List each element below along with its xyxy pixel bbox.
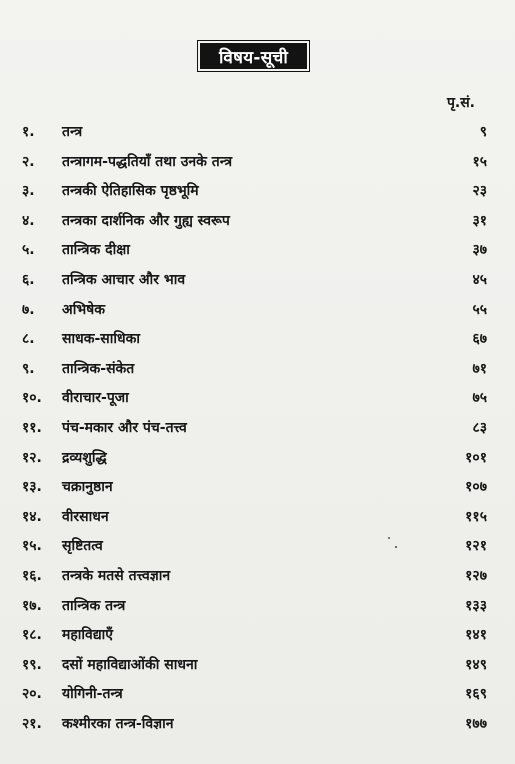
print-speck bbox=[388, 537, 390, 539]
toc-entry-title: कश्मीरका तन्त्र-विज्ञान bbox=[62, 715, 174, 732]
toc-entry-number: १५. bbox=[22, 538, 42, 555]
toc-entry-number: ११. bbox=[22, 419, 42, 436]
toc-entry-title: वीरसाधन bbox=[62, 508, 109, 525]
toc-entry bbox=[0, 268, 515, 298]
toc-entry-title: तान्त्रिक दीक्षा bbox=[62, 242, 130, 259]
toc-entry-title: दसों महाविद्याओंकी साधना bbox=[62, 656, 198, 673]
toc-entry-number: १२. bbox=[22, 449, 42, 466]
toc-entry bbox=[0, 150, 515, 180]
toc-entry-page: १०१ bbox=[465, 449, 487, 466]
page-number-column-header: पृ.सं. bbox=[446, 95, 475, 111]
toc-entry-title: तन्त्रिक आचार और भाव bbox=[62, 271, 186, 288]
toc-entry bbox=[0, 179, 515, 209]
toc-entry bbox=[0, 653, 515, 683]
toc-entry-page: ३७ bbox=[472, 242, 487, 259]
toc-entry-page: १२७ bbox=[465, 567, 487, 584]
print-speck bbox=[395, 546, 397, 548]
toc-entry-number: १. bbox=[22, 124, 35, 140]
toc-entry-number: २१. bbox=[22, 715, 42, 732]
toc-entry-page: १७७ bbox=[465, 715, 487, 732]
toc-entry-title: चक्रानुष्ठान bbox=[62, 479, 113, 496]
toc-entry-page: ११५ bbox=[465, 508, 487, 525]
toc-entry-number: १६. bbox=[22, 567, 42, 584]
toc-entry-number: १४. bbox=[22, 508, 42, 525]
toc-entry-title: तन्त्रागम-पद्धतियाँ तथा उनके तन्त्र bbox=[62, 153, 233, 170]
toc-entry-number: २. bbox=[22, 153, 35, 170]
toc-entry-page: १३३ bbox=[465, 597, 487, 614]
toc-entry-title: तन्त्र bbox=[62, 124, 83, 140]
toc-entry-page: २३ bbox=[472, 183, 487, 200]
toc-entry bbox=[0, 564, 515, 594]
toc-entry-title: साधक-साधिका bbox=[62, 331, 140, 348]
toc-entry-page: १५ bbox=[472, 153, 487, 170]
toc-entry-page: ३१ bbox=[472, 212, 487, 229]
toc-entry-page: ४५ bbox=[472, 271, 487, 288]
toc-entry-number: ९. bbox=[22, 360, 35, 377]
toc-entry bbox=[0, 475, 515, 505]
toc-entry-page: ५५ bbox=[472, 301, 487, 318]
toc-entry bbox=[0, 682, 515, 712]
toc-entry-title: योगिनी-तन्त्र bbox=[62, 686, 123, 703]
toc-entry-number: १९. bbox=[22, 656, 42, 673]
toc-entry-title: तान्त्रिक-संकेत bbox=[62, 360, 135, 377]
page-title: विषय-सूची bbox=[200, 43, 307, 69]
toc-entry bbox=[0, 505, 515, 535]
toc-entry-title: सृष्टितत्व bbox=[62, 538, 103, 555]
toc-entry bbox=[0, 238, 515, 268]
toc-entry-title: पंच-मकार और पंच-तत्त्व bbox=[62, 419, 187, 436]
toc-entry-number: ८. bbox=[22, 331, 35, 348]
toc-entry-page: ७१ bbox=[472, 360, 487, 377]
toc-entry-number: ५. bbox=[22, 242, 35, 259]
toc-entry-page: ६७ bbox=[472, 331, 487, 348]
toc-entry bbox=[0, 712, 515, 742]
toc-entry-number: ३. bbox=[22, 183, 35, 200]
toc-entry-title: तन्त्रका दार्शनिक और गुह्य स्वरूप bbox=[62, 212, 230, 229]
toc-entry-title: अभिषेक bbox=[62, 301, 106, 318]
toc-entry-page: १६९ bbox=[465, 686, 487, 703]
title-frame bbox=[197, 40, 310, 72]
toc-entry-title: तान्त्रिक तन्त्र bbox=[62, 597, 126, 614]
toc-entry-title: वीराचार-पूजा bbox=[62, 390, 129, 407]
toc-entry-number: १३. bbox=[22, 479, 42, 496]
toc-entry bbox=[0, 416, 515, 446]
toc-entry-title: तन्त्रकी ऐतिहासिक पृष्ठभूमि bbox=[62, 183, 199, 200]
toc-entry-number: २०. bbox=[22, 686, 42, 703]
toc-entry bbox=[0, 120, 515, 150]
toc-entry bbox=[0, 446, 515, 476]
toc-entry-title: महाविद्याएँ bbox=[62, 627, 114, 644]
toc-entry-title: तन्त्रके मतसे तत्त्वज्ञान bbox=[62, 567, 171, 584]
toc-entry-number: १७. bbox=[22, 597, 42, 614]
toc-entry-page: १०७ bbox=[465, 479, 487, 496]
toc-entry bbox=[0, 298, 515, 328]
toc-entry-page: १४१ bbox=[465, 627, 487, 644]
toc-entry bbox=[0, 534, 515, 564]
toc-entry bbox=[0, 209, 515, 239]
toc-entry-page: ८३ bbox=[472, 419, 487, 436]
toc-entry bbox=[0, 327, 515, 357]
toc-entry-title: द्रव्यशुद्धि bbox=[62, 449, 107, 466]
toc-entry-page: ९ bbox=[479, 124, 487, 140]
toc-entry-number: ७. bbox=[22, 301, 35, 318]
toc-entry bbox=[0, 623, 515, 653]
toc-entry-page: १४९ bbox=[465, 656, 487, 673]
toc-entry bbox=[0, 357, 515, 387]
toc-entry-page: १२१ bbox=[465, 538, 487, 555]
toc-entry bbox=[0, 386, 515, 416]
toc-entry-number: १८. bbox=[22, 627, 42, 644]
toc-entry-number: ६. bbox=[22, 271, 35, 288]
toc-entry bbox=[0, 594, 515, 624]
toc-entry-page: ७५ bbox=[472, 390, 487, 407]
toc-entry-number: १०. bbox=[22, 390, 42, 407]
table-of-contents bbox=[0, 120, 515, 741]
toc-entry-number: ४. bbox=[22, 212, 35, 229]
